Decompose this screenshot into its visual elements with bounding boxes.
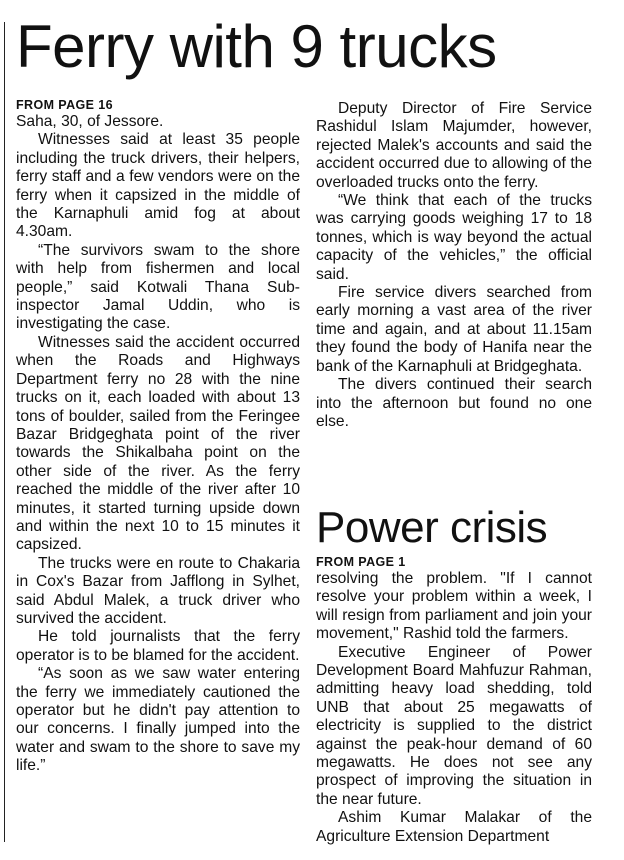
paragraph: resolving the problem. "If I cannot resolve your problem within a week, I will resign from parliament and join your movement," Rashid told the farmers. bbox=[316, 570, 592, 643]
article-headline-power-crisis: Power crisis bbox=[316, 503, 548, 552]
paragraph: Fire service divers searched from early morning a vast area of the river time and again, and at about 11.15am they found the body of Hanifa near the bank of the Karnaphuli at Bridgeghata. bbox=[316, 284, 592, 375]
article-column-power-crisis bbox=[316, 555, 592, 846]
paragraph: The trucks were en route to Chakaria in Cox's Bazar from Jafflong in Sylhet, said Abdul Malek, a truck driver who survived the accident. bbox=[16, 554, 300, 627]
article-column-2 bbox=[316, 100, 592, 431]
kicker-from-page-16: FROM PAGE 16 bbox=[16, 98, 113, 112]
paragraph: Witnesses said the accident occurred when the Roads and Highways Department ferry no 28 with the nine trucks on it, each loaded with about 13 tons of boulder, sailed from the Feringee Bazar Bridgeghata point of the river towards the Shikalbaha point on the other side of the river. As the ferry reached the middle of the river after 10 minutes, it started turning upside down and within the next 10 to 15 minutes it capsized. bbox=[16, 333, 300, 554]
paragraph: “As soon as we saw water entering the ferry we immediately cautioned the operator but he didn't pay attention to our concerns. I finally jumped into the water and swam to the shore to save my life.” bbox=[16, 665, 300, 775]
paragraph: “The survivors swam to the shore with help from fishermen and local people,” said Kotwali Thana Sub-inspector Jamal Uddin, who is investigating the case. bbox=[16, 241, 300, 333]
column-rule bbox=[4, 22, 5, 842]
kicker-from-page-1: FROM PAGE 1 bbox=[316, 555, 406, 569]
paragraph: Ashim Kumar Malakar of the Agriculture Extension Department bbox=[316, 809, 592, 845]
paragraph: Executive Engineer of Power Development Board Mahfuzur Rahman, admitting heavy load shedding, told UNB that about 25 megawatts of electricity is supplied to the district against the peak-hour demand of 60 megawatts. He does not see any prospect of improving the situation in the near future. bbox=[316, 643, 592, 808]
article-column-1 bbox=[16, 98, 300, 776]
paragraph: He told journalists that the ferry operator is to be blamed for the accident. bbox=[16, 628, 300, 664]
article-headline-ferry: Ferry with 9 trucks bbox=[16, 13, 497, 80]
paragraph: The divers continued their search into the afternoon but found no one else. bbox=[316, 376, 592, 430]
paragraph: “We think that each of the trucks was carrying goods weighing 17 to 18 tonnes, which is way beyond the actual capacity of the vehicles,” the official said. bbox=[316, 192, 592, 283]
paragraph: Saha, 30, of Jessore. bbox=[16, 113, 164, 130]
paragraph: Deputy Director of Fire Service Rashidul Islam Majumder, however, rejected Malek's accounts and said the accident occurred due to allowing of the overloaded trucks onto the ferry. bbox=[316, 100, 592, 191]
paragraph: Witnesses said at least 35 people including the truck drivers, their helpers, ferry staff and a few vendors were on the ferry when it capsized in the middle of the Karnaphuli amid fog at about 4.30am. bbox=[16, 131, 300, 241]
